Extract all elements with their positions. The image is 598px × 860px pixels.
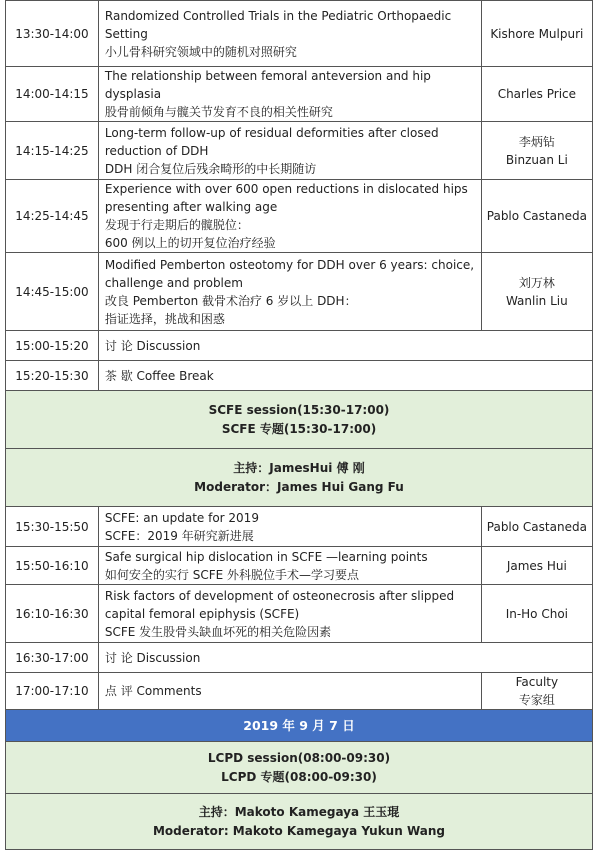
talk-topic (98, 253, 481, 331)
topic-line: 股骨前倾角与髋关节发育不良的相关性研究 (104, 105, 333, 119)
talk-topic (98, 1, 481, 67)
schedule-row (6, 1, 593, 67)
scfe-session-title-cn: SCFE 专题(15:30-17:00) (221, 421, 377, 436)
lcpd-moderator-cn: 主持：Makoto Kamegaya 王玉琨 (198, 804, 400, 819)
topic-line: 点 评 Comments (104, 684, 202, 698)
talk-topic (98, 643, 592, 673)
topic-line: 茶 歇 Coffee Break (104, 368, 214, 383)
lcpd-session-header (6, 742, 593, 794)
time-slot: 14:25-14:45 (6, 180, 99, 253)
time-slot: 14:00-14:15 (6, 67, 99, 122)
speaker-name: James Hui (506, 558, 567, 573)
talk-topic (98, 507, 481, 547)
speaker (481, 1, 592, 67)
speaker-name: Wanlin Liu (505, 293, 568, 308)
topic-line: SCFE 发生股骨头缺血坏死的相关危险因素 (104, 624, 332, 639)
schedule-row (6, 331, 593, 361)
speaker (481, 122, 592, 180)
topic-line: 小儿骨科研究领域中的随机对照研究 (104, 44, 297, 59)
speaker (481, 67, 592, 122)
topic-line: presenting after walking age (104, 200, 278, 214)
schedule-row (6, 180, 593, 253)
speaker-name: In-Ho Choi (505, 606, 569, 621)
talk-topic (98, 122, 481, 180)
speaker (481, 547, 592, 585)
time-slot: 16:30-17:00 (6, 643, 99, 673)
talk-topic (98, 673, 481, 710)
speaker-name: 专家组 (518, 693, 555, 707)
lcpd-session-title-cn: LCPD 专题(08:00-09:30) (221, 769, 377, 784)
speaker-name: Charles Price (497, 87, 577, 101)
topic-line: 讨 论 Discussion (104, 338, 201, 353)
topic-line: capital femoral epiphysis (SCFE) (104, 606, 300, 621)
schedule-table (5, 0, 593, 850)
schedule-row (6, 547, 593, 585)
scfe-session-title: SCFE session(15:30-17:00) (208, 402, 390, 417)
talk-topic (98, 331, 592, 361)
topic-line: 600 例以上的切开复位治疗经验 (104, 236, 276, 250)
date-header: 2019 年 9 月 7 日 (6, 710, 593, 742)
speaker-name: Pablo Castaneda (486, 209, 587, 223)
topic-line: SCFE: an update for 2019 (104, 510, 259, 525)
topic-line: 改良 Pemberton 截骨术治疗 6 岁以上 DDH： (104, 293, 357, 308)
topic-line: DDH 闭合复位后残余畸形的中长期随访 (104, 161, 317, 176)
time-slot: 15:20-15:30 (6, 361, 99, 391)
topic-line: reduction of DDH (104, 143, 209, 158)
lcpd-moderator-row (6, 794, 593, 850)
schedule-row (6, 122, 593, 180)
schedule-row (6, 643, 593, 673)
schedule-row (6, 585, 593, 643)
topic-line: Setting (104, 26, 148, 41)
topic-line: Risk factors of development of osteonecrosis after slipped (104, 588, 455, 603)
speaker (481, 253, 592, 331)
speaker (481, 673, 592, 710)
time-slot: 15:30-15:50 (6, 507, 99, 547)
scfe-session-header (6, 391, 593, 449)
speaker-name: 李炳钻 (518, 134, 555, 149)
scfe-moderator-row (6, 449, 593, 507)
schedule-row (6, 673, 593, 710)
speaker-name: Binzuan Li (505, 152, 568, 167)
talk-topic (98, 67, 481, 122)
schedule-row (6, 67, 593, 122)
speaker-name: 刘万林 (518, 275, 555, 290)
speaker (481, 180, 592, 253)
talk-topic (98, 547, 481, 585)
topic-line: Modified Pemberton osteotomy for DDH over 6 years: choice, (104, 257, 475, 272)
date-header-row (6, 710, 593, 742)
time-slot: 14:15-14:25 (6, 122, 99, 180)
speaker-name: Faculty (515, 675, 559, 689)
schedule-row (6, 253, 593, 331)
speaker-name: Pablo Castaneda (486, 519, 587, 534)
lcpd-moderator-en: Moderator: Makoto Kamegaya Yukun Wang (152, 823, 445, 838)
topic-line: 如何安全的实行 SCFE 外科脱位手术—学习要点 (104, 567, 360, 582)
scfe-moderator-en: Moderator：James Hui Gang Fu (194, 479, 404, 494)
topic-line: Safe surgical hip dislocation in SCFE —learning points (104, 549, 428, 564)
speaker-name: Kishore Mulpuri (490, 26, 584, 41)
speaker (481, 507, 592, 547)
topic-line: Long-term follow-up of residual deformities after closed (104, 125, 439, 140)
schedule-row (6, 361, 593, 391)
speaker (481, 585, 592, 643)
time-slot: 14:45-15:00 (6, 253, 99, 331)
time-slot: 15:50-16:10 (6, 547, 99, 585)
topic-line: SCFE：2019 年研究新进展 (104, 528, 254, 543)
topic-line: Randomized Controlled Trials in the Pediatric Orthopaedic (104, 8, 452, 23)
topic-line: Experience with over 600 open reductions in dislocated hips (104, 182, 468, 196)
topic-line: dysplasia (104, 87, 162, 101)
scfe-moderator-cn: 主持：JamesHui 傅 刚 (233, 460, 365, 475)
schedule-row (6, 507, 593, 547)
topic-line: 指证选择，挑战和困惑 (104, 311, 225, 326)
lcpd-session-title: LCPD session(08:00-09:30) (207, 750, 391, 765)
time-slot: 17:00-17:10 (6, 673, 99, 710)
talk-topic (98, 180, 481, 253)
talk-topic (98, 361, 592, 391)
topic-line: The relationship between femoral anteversion and hip (104, 69, 431, 83)
time-slot: 15:00-15:20 (6, 331, 99, 361)
topic-line: 发现于行走期后的髋脱位： (104, 218, 249, 232)
topic-line: challenge and problem (104, 275, 243, 290)
time-slot: 16:10-16:30 (6, 585, 99, 643)
talk-topic (98, 585, 481, 643)
topic-line: 讨 论 Discussion (104, 650, 201, 665)
time-slot: 13:30-14:00 (6, 1, 99, 67)
